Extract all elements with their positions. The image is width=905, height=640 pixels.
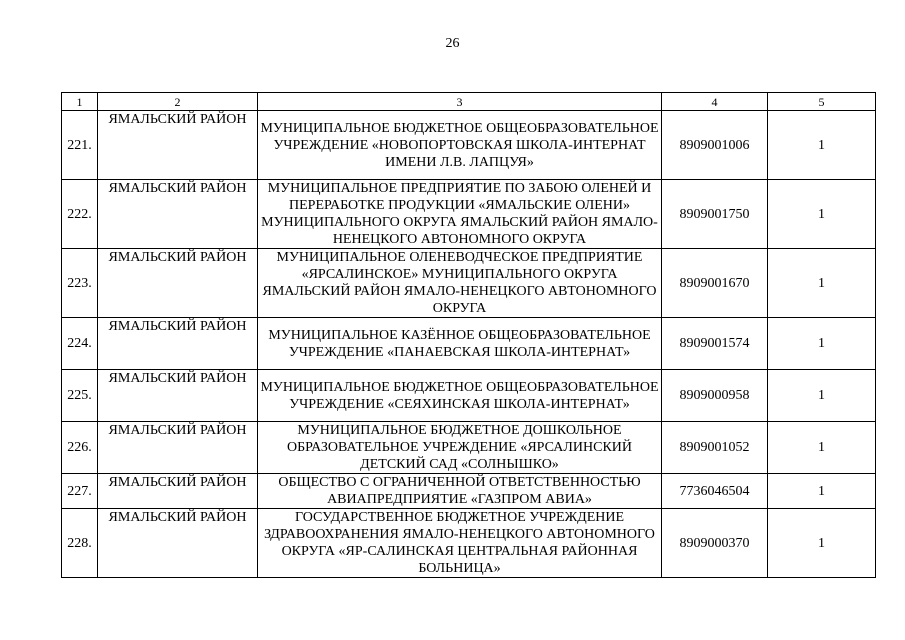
organization-name-cell: МУНИЦИПАЛЬНОЕ ОЛЕНЕВОДЧЕСКОЕ ПРЕДПРИЯТИЕ «ЯРСАЛИНСКОЕ» МУНИЦИПАЛЬНОГО ОКРУГА ЯМАЛЬСКИЙ РАЙОН ЯМАЛО-НЕНЕЦКОГО АВТОНОМНОГО ОКРУГА bbox=[258, 249, 662, 318]
organization-name-cell: МУНИЦИПАЛЬНОЕ БЮДЖЕТНОЕ ОБЩЕОБРАЗОВАТЕЛЬНОЕ УЧРЕЖДЕНИЕ «СЕЯХИНСКАЯ ШКОЛА-ИНТЕРНАТ» bbox=[258, 370, 662, 422]
organization-name-cell: МУНИЦИПАЛЬНОЕ КАЗЁННОЕ ОБЩЕОБРАЗОВАТЕЛЬНОЕ УЧРЕЖДЕНИЕ «ПАНАЕВСКАЯ ШКОЛА-ИНТЕРНАТ» bbox=[258, 318, 662, 370]
table-row bbox=[62, 474, 876, 509]
district-cell: ЯМАЛЬСКИЙ РАЙОН bbox=[98, 111, 258, 180]
quantity-cell: 1 bbox=[768, 509, 876, 578]
district-cell: ЯМАЛЬСКИЙ РАЙОН bbox=[98, 318, 258, 370]
column-header: 1 bbox=[62, 93, 98, 111]
district-cell: ЯМАЛЬСКИЙ РАЙОН bbox=[98, 180, 258, 249]
column-header: 2 bbox=[98, 93, 258, 111]
quantity-cell: 1 bbox=[768, 249, 876, 318]
table-row bbox=[62, 111, 876, 180]
row-number: 222. bbox=[62, 180, 98, 249]
row-number: 225. bbox=[62, 370, 98, 422]
quantity-cell: 1 bbox=[768, 318, 876, 370]
district-cell: ЯМАЛЬСКИЙ РАЙОН bbox=[98, 370, 258, 422]
table-row bbox=[62, 370, 876, 422]
table-row bbox=[62, 509, 876, 578]
inn-cell: 8909001750 bbox=[662, 180, 768, 249]
table-row bbox=[62, 318, 876, 370]
inn-cell: 8909001006 bbox=[662, 111, 768, 180]
table-row bbox=[62, 422, 876, 474]
district-cell: ЯМАЛЬСКИЙ РАЙОН bbox=[98, 422, 258, 474]
organization-name-cell: ОБЩЕСТВО С ОГРАНИЧЕННОЙ ОТВЕТСТВЕННОСТЬЮ АВИАПРЕДПРИЯТИЕ «ГАЗПРОМ АВИА» bbox=[258, 474, 662, 509]
quantity-cell: 1 bbox=[768, 180, 876, 249]
row-number: 224. bbox=[62, 318, 98, 370]
quantity-cell: 1 bbox=[768, 111, 876, 180]
page-number: 26 bbox=[445, 36, 460, 51]
inn-cell: 8909001052 bbox=[662, 422, 768, 474]
quantity-cell: 1 bbox=[768, 474, 876, 509]
inn-cell: 7736046504 bbox=[662, 474, 768, 509]
organization-name-cell: МУНИЦИПАЛЬНОЕ ПРЕДПРИЯТИЕ ПО ЗАБОЮ ОЛЕНЕЙ И ПЕРЕРАБОТКЕ ПРОДУКЦИИ «ЯМАЛЬСКИЕ ОЛЕНИ» МУНИЦИПАЛЬНОГО ОКРУГА ЯМАЛЬСКИЙ РАЙОН ЯМАЛО-НЕНЕЦКОГО АВТОНОМНОГО ОКРУГА bbox=[258, 180, 662, 249]
organization-name-cell: МУНИЦИПАЛЬНОЕ БЮДЖЕТНОЕ ОБЩЕОБРАЗОВАТЕЛЬНОЕ УЧРЕЖДЕНИЕ «НОВОПОРТОВСКАЯ ШКОЛА-ИНТЕРНАТ ИМЕНИ Л.В. ЛАПЦУЯ» bbox=[258, 111, 662, 180]
district-cell: ЯМАЛЬСКИЙ РАЙОН bbox=[98, 474, 258, 509]
row-number: 227. bbox=[62, 474, 98, 509]
registry-table bbox=[61, 92, 876, 578]
table-header-row bbox=[62, 93, 876, 111]
inn-cell: 8909000958 bbox=[662, 370, 768, 422]
column-header: 3 bbox=[258, 93, 662, 111]
row-number: 221. bbox=[62, 111, 98, 180]
table-row bbox=[62, 180, 876, 249]
organization-name-cell: ГОСУДАРСТВЕННОЕ БЮДЖЕТНОЕ УЧРЕЖДЕНИЕ ЗДРАВООХРАНЕНИЯ ЯМАЛО-НЕНЕЦКОГО АВТОНОМНОГО ОКРУГА «ЯР-САЛИНСКАЯ ЦЕНТРАЛЬНАЯ РАЙОННАЯ БОЛЬНИЦА» bbox=[258, 509, 662, 578]
column-header: 4 bbox=[662, 93, 768, 111]
row-number: 226. bbox=[62, 422, 98, 474]
row-number: 228. bbox=[62, 509, 98, 578]
quantity-cell: 1 bbox=[768, 370, 876, 422]
column-header: 5 bbox=[768, 93, 876, 111]
quantity-cell: 1 bbox=[768, 422, 876, 474]
organization-name-cell: МУНИЦИПАЛЬНОЕ БЮДЖЕТНОЕ ДОШКОЛЬНОЕ ОБРАЗОВАТЕЛЬНОЕ УЧРЕЖДЕНИЕ «ЯРСАЛИНСКИЙ ДЕТСКИЙ САД «СОЛНЫШКО» bbox=[258, 422, 662, 474]
table-row bbox=[62, 249, 876, 318]
district-cell: ЯМАЛЬСКИЙ РАЙОН bbox=[98, 249, 258, 318]
row-number: 223. bbox=[62, 249, 98, 318]
inn-cell: 8909001574 bbox=[662, 318, 768, 370]
inn-cell: 8909000370 bbox=[662, 509, 768, 578]
district-cell: ЯМАЛЬСКИЙ РАЙОН bbox=[98, 509, 258, 578]
inn-cell: 8909001670 bbox=[662, 249, 768, 318]
